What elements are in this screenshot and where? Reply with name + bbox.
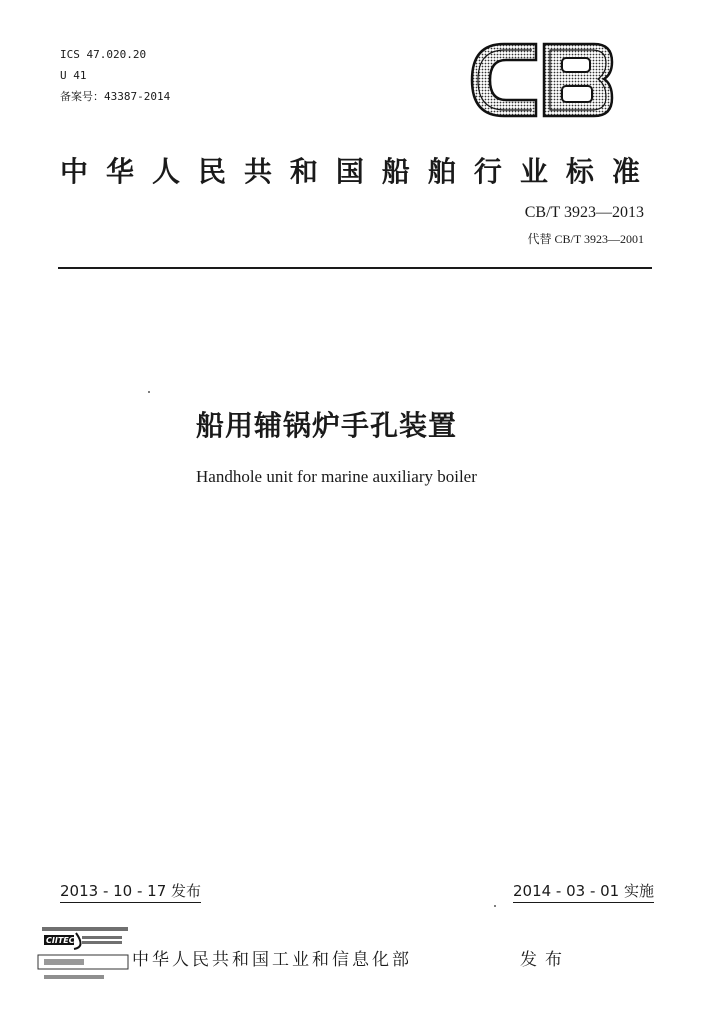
scan-speck bbox=[148, 391, 150, 393]
logo-letter-c bbox=[472, 44, 536, 116]
standard-name-char: 舶 bbox=[427, 155, 456, 188]
cb-logo bbox=[466, 38, 616, 122]
classification-code: U 41 bbox=[60, 69, 87, 82]
publish-date: 2013 - 10 - 17 发布 bbox=[60, 880, 201, 903]
standard-name-char: 业 bbox=[519, 155, 548, 188]
standard-name-char: 标 bbox=[565, 155, 594, 188]
standard-name-char: 行 bbox=[473, 155, 502, 188]
document-title-english: Handhole unit for marine auxiliary boiler bbox=[196, 467, 477, 486]
release-label: 发布 bbox=[520, 950, 570, 970]
standard-name bbox=[60, 150, 640, 190]
standard-name-char: 和 bbox=[289, 155, 318, 188]
ics-code: ICS 47.020.20 bbox=[60, 48, 147, 61]
scan-speck bbox=[494, 905, 496, 907]
standard-name-char: 共 bbox=[243, 155, 272, 188]
standard-name-char: 船 bbox=[381, 155, 410, 188]
record-number: 备案号：43387-2014 bbox=[60, 90, 171, 103]
standard-code: CB/T 3923—2013 bbox=[524, 204, 644, 221]
publisher-seal bbox=[36, 925, 132, 989]
standard-name-char: 民 bbox=[197, 155, 226, 188]
seal-brand: CIITEC bbox=[46, 936, 75, 945]
publisher-name: 中华人民共和国工业和信息化部 bbox=[132, 950, 412, 970]
standard-name-char: 华 bbox=[105, 155, 134, 188]
logo-letter-b bbox=[544, 44, 612, 116]
standard-name-char: 准 bbox=[611, 155, 640, 188]
header-rule bbox=[58, 267, 652, 269]
implementation-date: 2014 - 03 - 01 实施 bbox=[513, 880, 654, 903]
standard-name-char: 国 bbox=[335, 155, 364, 188]
standard-name-char: 人 bbox=[151, 155, 180, 188]
document-title-chinese: 船用辅锅炉手孔装置 bbox=[196, 409, 458, 442]
standard-name-char: 中 bbox=[60, 155, 89, 188]
replaces-standard: 代替 CB/T 3923—2001 bbox=[527, 232, 644, 246]
